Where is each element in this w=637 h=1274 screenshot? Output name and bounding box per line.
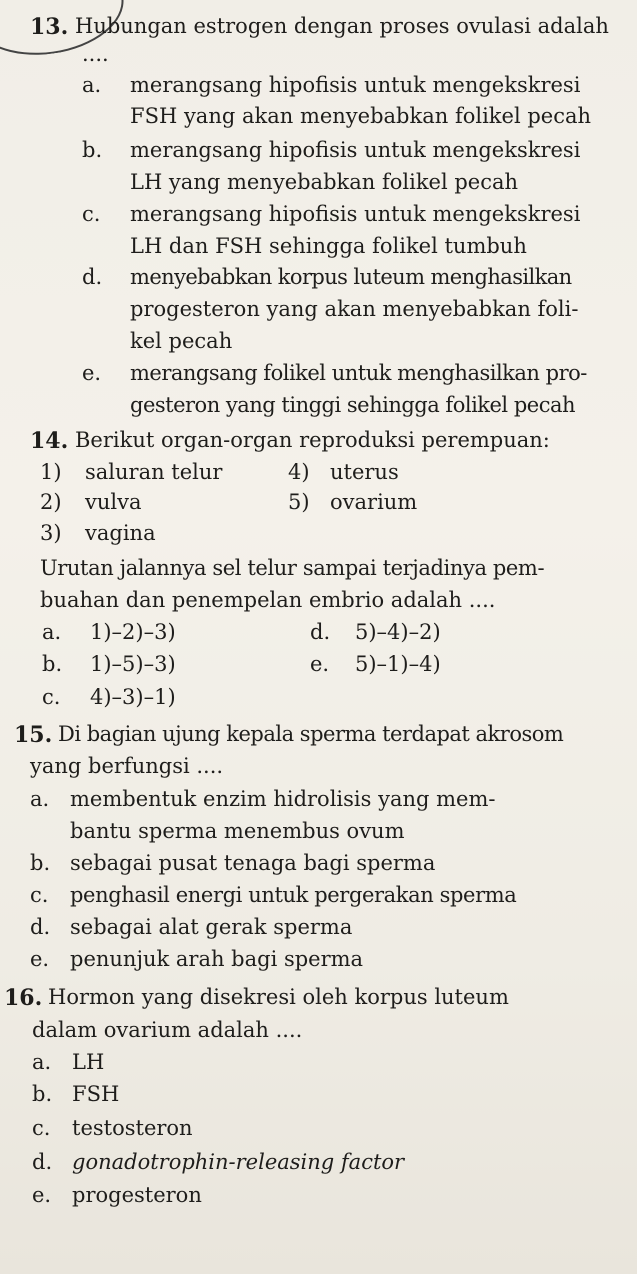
option-text: testosteron [72,1116,193,1140]
option-text: gesteron yang tinggi sehingga folikel pecah [130,393,576,417]
option-label: d. [32,1150,53,1174]
option-label: a. [32,1050,52,1074]
option-text: LH dan FSH sehingga folikel tumbuh [130,234,527,258]
option-label: c. [82,202,101,226]
option-text: merangsang hipofisis untuk mengekskresi [130,202,581,226]
organ-number: 3) [40,521,62,545]
option-text: FSH [72,1082,120,1106]
option-text: 4)–3)–1) [90,685,176,709]
option-label: b. [82,138,103,162]
organ-number: 4) [288,460,310,484]
question-stem-cont: .... [82,42,109,66]
option-label: e. [32,1183,52,1207]
question-number: 14. [30,428,69,454]
option-text: progesteron yang akan menyebabkan foli- [130,297,579,321]
option-text: bantu sperma menembus ovum [70,819,405,843]
question-stem-cont: yang berfungsi .... [30,754,224,778]
option-text: merangsang hipofisis untuk mengekskresi [130,138,581,162]
option-label: a. [42,620,62,644]
question-stem-cont: dalam ovarium adalah .... [32,1018,303,1042]
option-text: menyebabkan korpus luteum menghasilkan [130,265,572,289]
organ-number: 2) [40,490,62,514]
organ-number: 1) [40,460,62,484]
option-label: c. [32,1116,51,1140]
option-label: a. [82,73,102,97]
option-text: LH [72,1050,105,1074]
option-text: 1)–2)–3) [90,620,176,644]
option-label: e. [310,652,330,676]
option-text: sebagai pusat tenaga bagi sperma [70,851,436,875]
option-label: b. [32,1082,53,1106]
option-label: b. [42,652,63,676]
option-label: c. [42,685,61,709]
option-text: merangsang folikel untuk menghasilkan pro- [130,361,587,385]
question-stem: Berikut organ-organ reproduksi perempuan: [75,428,550,452]
option-text: FSH yang akan menyebabkan folikel pecah [130,104,592,128]
option-text: membentuk enzim hidrolisis yang mem- [70,787,496,811]
option-label: c. [30,883,49,907]
question-number: 16. [4,985,43,1011]
question-prompt: Urutan jalannya sel telur sampai terjadinya pem- [40,556,545,580]
organ-name: vagina [85,521,156,545]
question-number: 15. [14,722,53,748]
organ-name: vulva [85,490,142,514]
option-text: sebagai alat gerak sperma [70,915,353,939]
option-label: e. [82,361,102,385]
option-label: d. [30,915,51,939]
option-text: 1)–5)–3) [90,652,176,676]
option-label: b. [30,851,51,875]
option-text: merangsang hipofisis untuk mengekskresi [130,73,581,97]
option-text: kel pecah [130,329,233,353]
option-label: d. [310,620,331,644]
question-stem: Di bagian ujung kepala sperma terdapat akrosom [58,722,564,746]
option-text: 5)–4)–2) [355,620,441,644]
option-text: gonadotrophin-releasing factor [72,1150,405,1174]
organ-name: ovarium [330,490,418,514]
option-text: progesteron [72,1183,202,1207]
option-text: 5)–1)–4) [355,652,441,676]
question-prompt-cont: buahan dan penempelan embrio adalah .... [40,588,496,612]
option-label: a. [30,787,50,811]
option-text: LH yang menyebabkan folikel pecah [130,170,519,194]
option-label: e. [30,947,50,971]
organ-name: uterus [330,460,399,484]
question-stem: Hubungan estrogen dengan proses ovulasi adalah [75,14,609,38]
option-text: penunjuk arah bagi sperma [70,947,364,971]
option-label: d. [82,265,103,289]
question-number: 13. [30,14,69,40]
organ-number: 5) [288,490,310,514]
option-text: penghasil energi untuk pergerakan sperma [70,883,517,907]
organ-name: saluran telur [85,460,223,484]
question-stem: Hormon yang disekresi oleh korpus luteum [48,985,509,1009]
